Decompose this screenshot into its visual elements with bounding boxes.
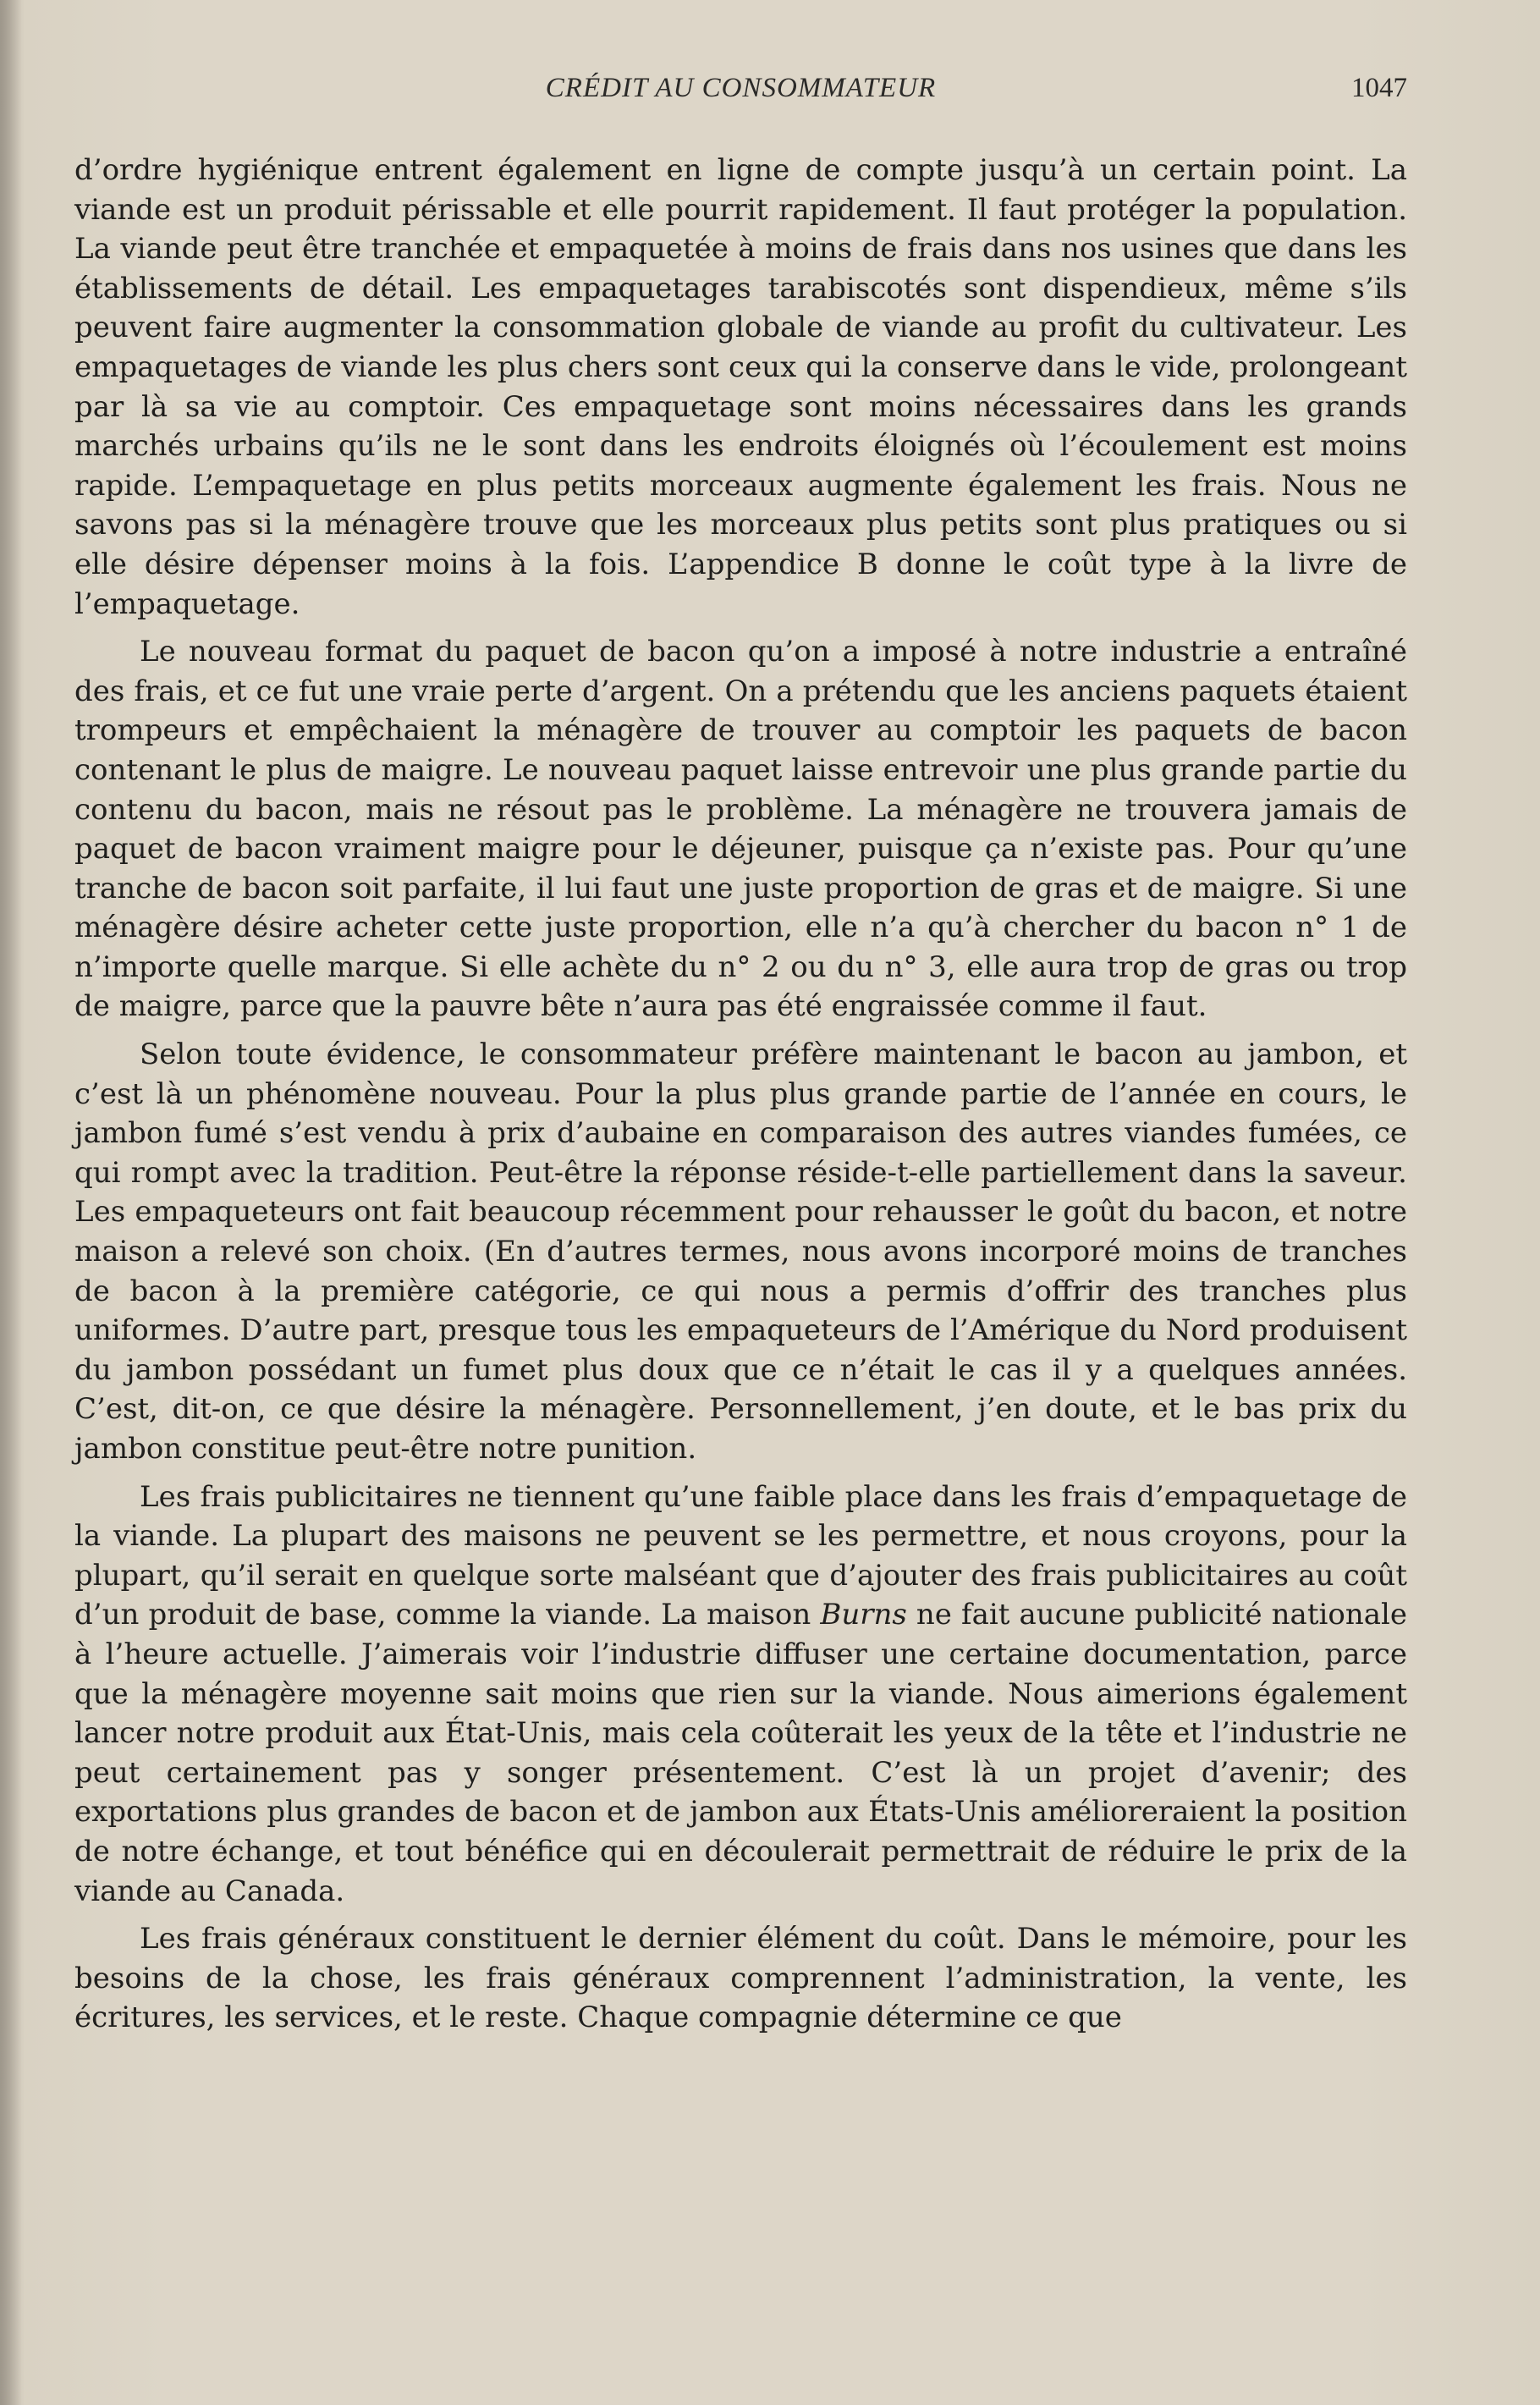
paragraph-continuation: d’ordre hygiénique entrent également en ligne de compte jusqu’à un certain point. La viande est un produit périssable et elle pourrit rapidement. Il faut protéger la population. La viande peut être tranchée et empaquetée à moins de frais dans nos usines que dans les établissements de détail. Les empaquetages tarabiscotés sont dispendieux, même s’ils peuvent faire augmenter la consommation globale de viande au profit du cultivateur. Les empaquetages de viande les plus chers sont ceux qui la conserve dans le vide, prolongeant par là sa vie au comptoir. Ces empaquetage sont moins nécessaires dans les grands marchés urbains qu’ils ne le sont dans les endroits éloignés où l’écoulement est moins rapide. L’empaquetage en plus petits morceaux augmente également les frais. Nous ne savons pas si la ménagère trouve que les morceaux plus petits sont plus pratiques ou si elle désire dépenser moins à la fois. L’appendice B donne le coût type à la livre de l’empaquetage. <box>74 153 1407 621</box>
advertising-text-part-2: ne fait aucune publicité nationale à l’heure actuelle. J’aimerais voir l’industrie diffuser une certaine documentation, parce que la ménagère moyenne sait moins que rien sur la viande. Nous aimerions également lancer notre produit aux État-Unis, mais cela coûterait les yeux de la tête et l’industrie ne peut certainement pas y songer présentement. C’est là un projet d’avenir; des exportations plus grandes de bacon et de jambon aux États-Unis amélioreraient la position de notre échange, et tout bénéfice qui en découlerait permettrait de réduire le prix de la viande au Canada. <box>74 1598 1407 1908</box>
page-number: 1047 <box>1351 73 1407 103</box>
paragraph-bacon-vs-ham: Selon toute évidence, le consommateur préfère maintenant le bacon au jambon, et c’est là un phénomène nouveau. Pour la plus plus grande partie de l’année en cours, le jambon fumé s’est vendu à prix d’aubaine en comparaison des autres viandes fumées, ce qui rompt avec la tradition. Peut-être la réponse réside-t-elle partiellement dans la saveur. Les empaqueteurs ont fait beaucoup récemment pour rehausser le goût du bacon, et notre maison a relevé son choix. (En d’autres termes, nous avons incorporé moins de tranches de bacon à la première catégorie, ce qui nous a permis d’offrir des tranches plus uniformes. D’autre part, presque tous les empaqueteurs de l’Amérique du Nord produisent du jambon possédant un fumet plus doux que ce n’était le cas il y a quelques années. C’est, dit-on, ce que désire la ménagère. Personnellement, j’en doute, et le bas prix du jambon constitue peut-être notre punition. <box>74 1037 1407 1466</box>
paragraph-bacon-package: Le nouveau format du paquet de bacon qu’on a imposé à notre industrie a entraîné des frais, et ce fut une vraie perte d’argent. On a prétendu que les anciens paquets étaient trompeurs et empêchaient la ménagère de trouver au comptoir les paquets de bacon contenant le plus de maigre. Le nouveau paquet laisse entrevoir une plus grande partie du contenu du bacon, mais ne résout pas le problème. La ménagère ne trouvera jamais de paquet de bacon vraiment maigre pour le déjeuner, puisque ça n’existe pas. Pour qu’une tranche de bacon soit parfaite, il lui faut une juste proportion de gras et de maigre. Si une ménagère désire acheter cette juste proportion, elle n’a qu’à chercher du bacon n° 1 de n’importe quelle marque. Si elle achète du n° 2 ou du n° 3, elle aura trop de gras ou trop de maigre, parce que la pauvre bête n’aura pas été engraissée comme il faut. <box>74 635 1407 1024</box>
running-title: CRÉDIT AU CONSOMMATEUR <box>545 73 937 103</box>
company-name-burns: Burns <box>820 1598 907 1632</box>
body-text <box>74 151 1407 2038</box>
advertising-text-part-1: Les frais publicitaires ne tiennent qu’une faible place dans les frais d’empaquetage de la viande. La plupart des maisons ne peuvent se les permettre, et nous croyons, pour la plupart, qu’il serait en quelque sorte malséant que d’ajouter des frais publicitaires au coût d’un produit de base, comme la viande. La maison <box>74 1479 1407 1632</box>
paragraph-overhead: Les frais généraux constituent le dernier élément du coût. Dans le mémoire, pour les besoins de la chose, les frais généraux comprennent l’administration, la vente, les écritures, les services, et le reste. Chaque compagnie détermine ce que <box>74 1922 1407 2035</box>
running-head <box>74 73 1407 115</box>
binding-shadow <box>0 0 22 2405</box>
paragraph-advertising <box>74 1478 1407 1912</box>
